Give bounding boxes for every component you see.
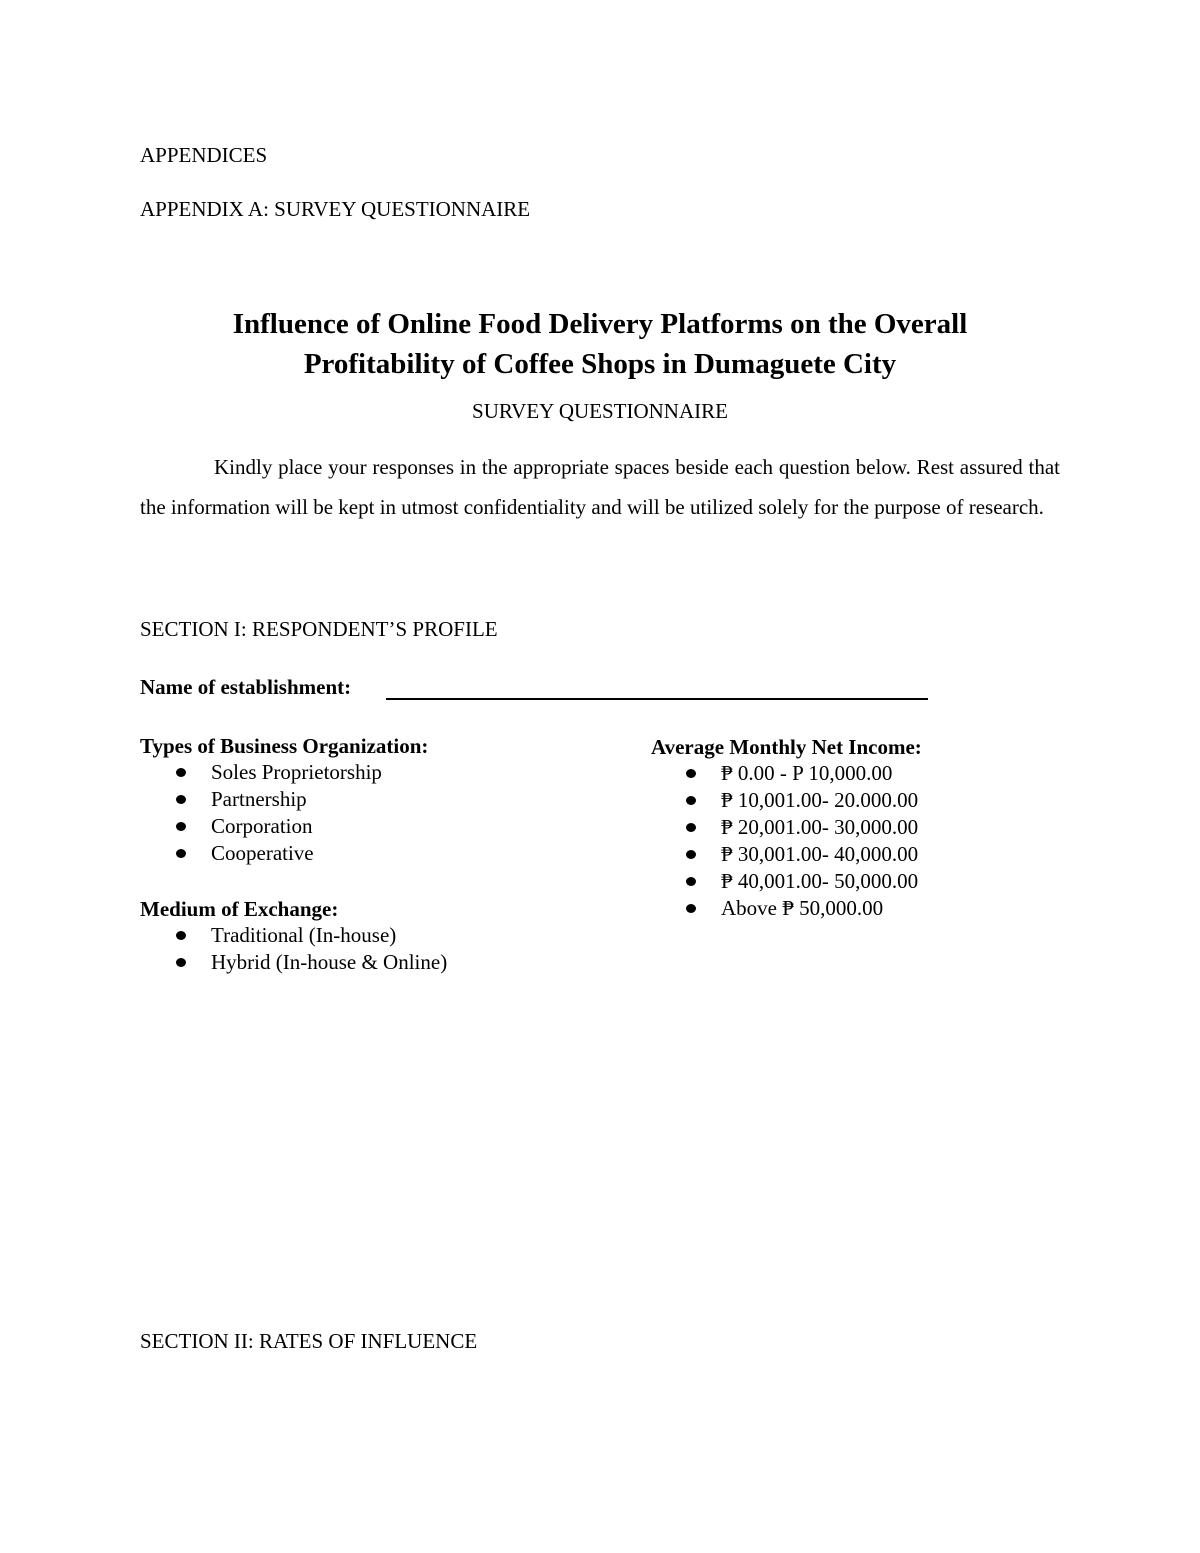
bullet-icon bbox=[176, 849, 186, 858]
medium-group bbox=[140, 896, 448, 976]
business-type-options bbox=[140, 759, 428, 867]
income-option[interactable]: ₱ 10,001.00- 20.000.00 bbox=[651, 787, 922, 814]
bullet-icon bbox=[176, 795, 186, 804]
income-options bbox=[651, 760, 922, 922]
bullet-icon bbox=[176, 768, 186, 777]
document-title bbox=[140, 304, 1060, 384]
bullet-icon bbox=[176, 958, 186, 967]
intro-paragraph bbox=[140, 447, 1060, 527]
bullet-icon bbox=[176, 822, 186, 831]
medium-option[interactable]: Traditional (In-house) bbox=[140, 922, 338, 949]
title-line-1: Influence of Online Food Delivery Platforms on the Overall bbox=[232, 308, 968, 340]
business-type-option[interactable]: Partnership bbox=[140, 786, 428, 813]
bullet-icon bbox=[686, 850, 696, 859]
medium-options bbox=[140, 922, 448, 976]
business-type-option[interactable]: Soles Proprietorship bbox=[140, 759, 428, 786]
bullet-icon bbox=[686, 904, 696, 913]
income-option[interactable]: ₱ 40,001.00- 50,000.00 bbox=[651, 868, 922, 895]
bullet-icon bbox=[176, 931, 186, 940]
income-group bbox=[651, 734, 922, 922]
income-label: Average Monthly Net Income: bbox=[651, 735, 922, 759]
income-option[interactable]: Above ₱ 50,000.00 bbox=[651, 895, 922, 922]
business-type-label: Types of Business Organization: bbox=[140, 734, 429, 758]
income-option[interactable]: ₱ 30,001.00- 40,000.00 bbox=[651, 841, 922, 868]
establishment-name-label: Name of establishment: bbox=[140, 675, 352, 699]
medium-option[interactable]: Hybrid (In-house & Online) bbox=[140, 949, 338, 976]
section-2-title: SECTION II: RATES OF INFLUENCE bbox=[140, 1329, 478, 1353]
business-type-option[interactable]: Corporation bbox=[140, 813, 428, 840]
medium-label: Medium of Exchange: bbox=[140, 897, 339, 921]
business-type-group bbox=[140, 733, 428, 867]
section-1-title: SECTION I: RESPONDENT’S PROFILE bbox=[140, 617, 498, 641]
survey-subtitle: SURVEY QUESTIONNAIRE bbox=[472, 399, 728, 423]
title-line-2: Profitability of Coffee Shops in Dumaguete City bbox=[303, 348, 897, 380]
income-option[interactable]: ₱ 0.00 - P 10,000.00 bbox=[651, 760, 922, 787]
bullet-icon bbox=[686, 877, 696, 886]
business-type-option[interactable]: Cooperative bbox=[140, 840, 428, 867]
bullet-icon bbox=[686, 823, 696, 832]
income-option[interactable]: ₱ 20,001.00- 30,000.00 bbox=[651, 814, 922, 841]
appendix-a-heading: APPENDIX A: SURVEY QUESTIONNAIRE bbox=[140, 197, 531, 221]
bullet-icon bbox=[686, 796, 696, 805]
intro-text: Kindly place your responses in the appropriate spaces beside each question below. Rest assured that the information will be kept in utmost confidentiality and will be utilized solely for the purpose of research. bbox=[140, 455, 1060, 519]
establishment-name-field[interactable] bbox=[386, 698, 928, 700]
appendices-heading: APPENDICES bbox=[140, 143, 268, 167]
bullet-icon bbox=[686, 769, 696, 778]
